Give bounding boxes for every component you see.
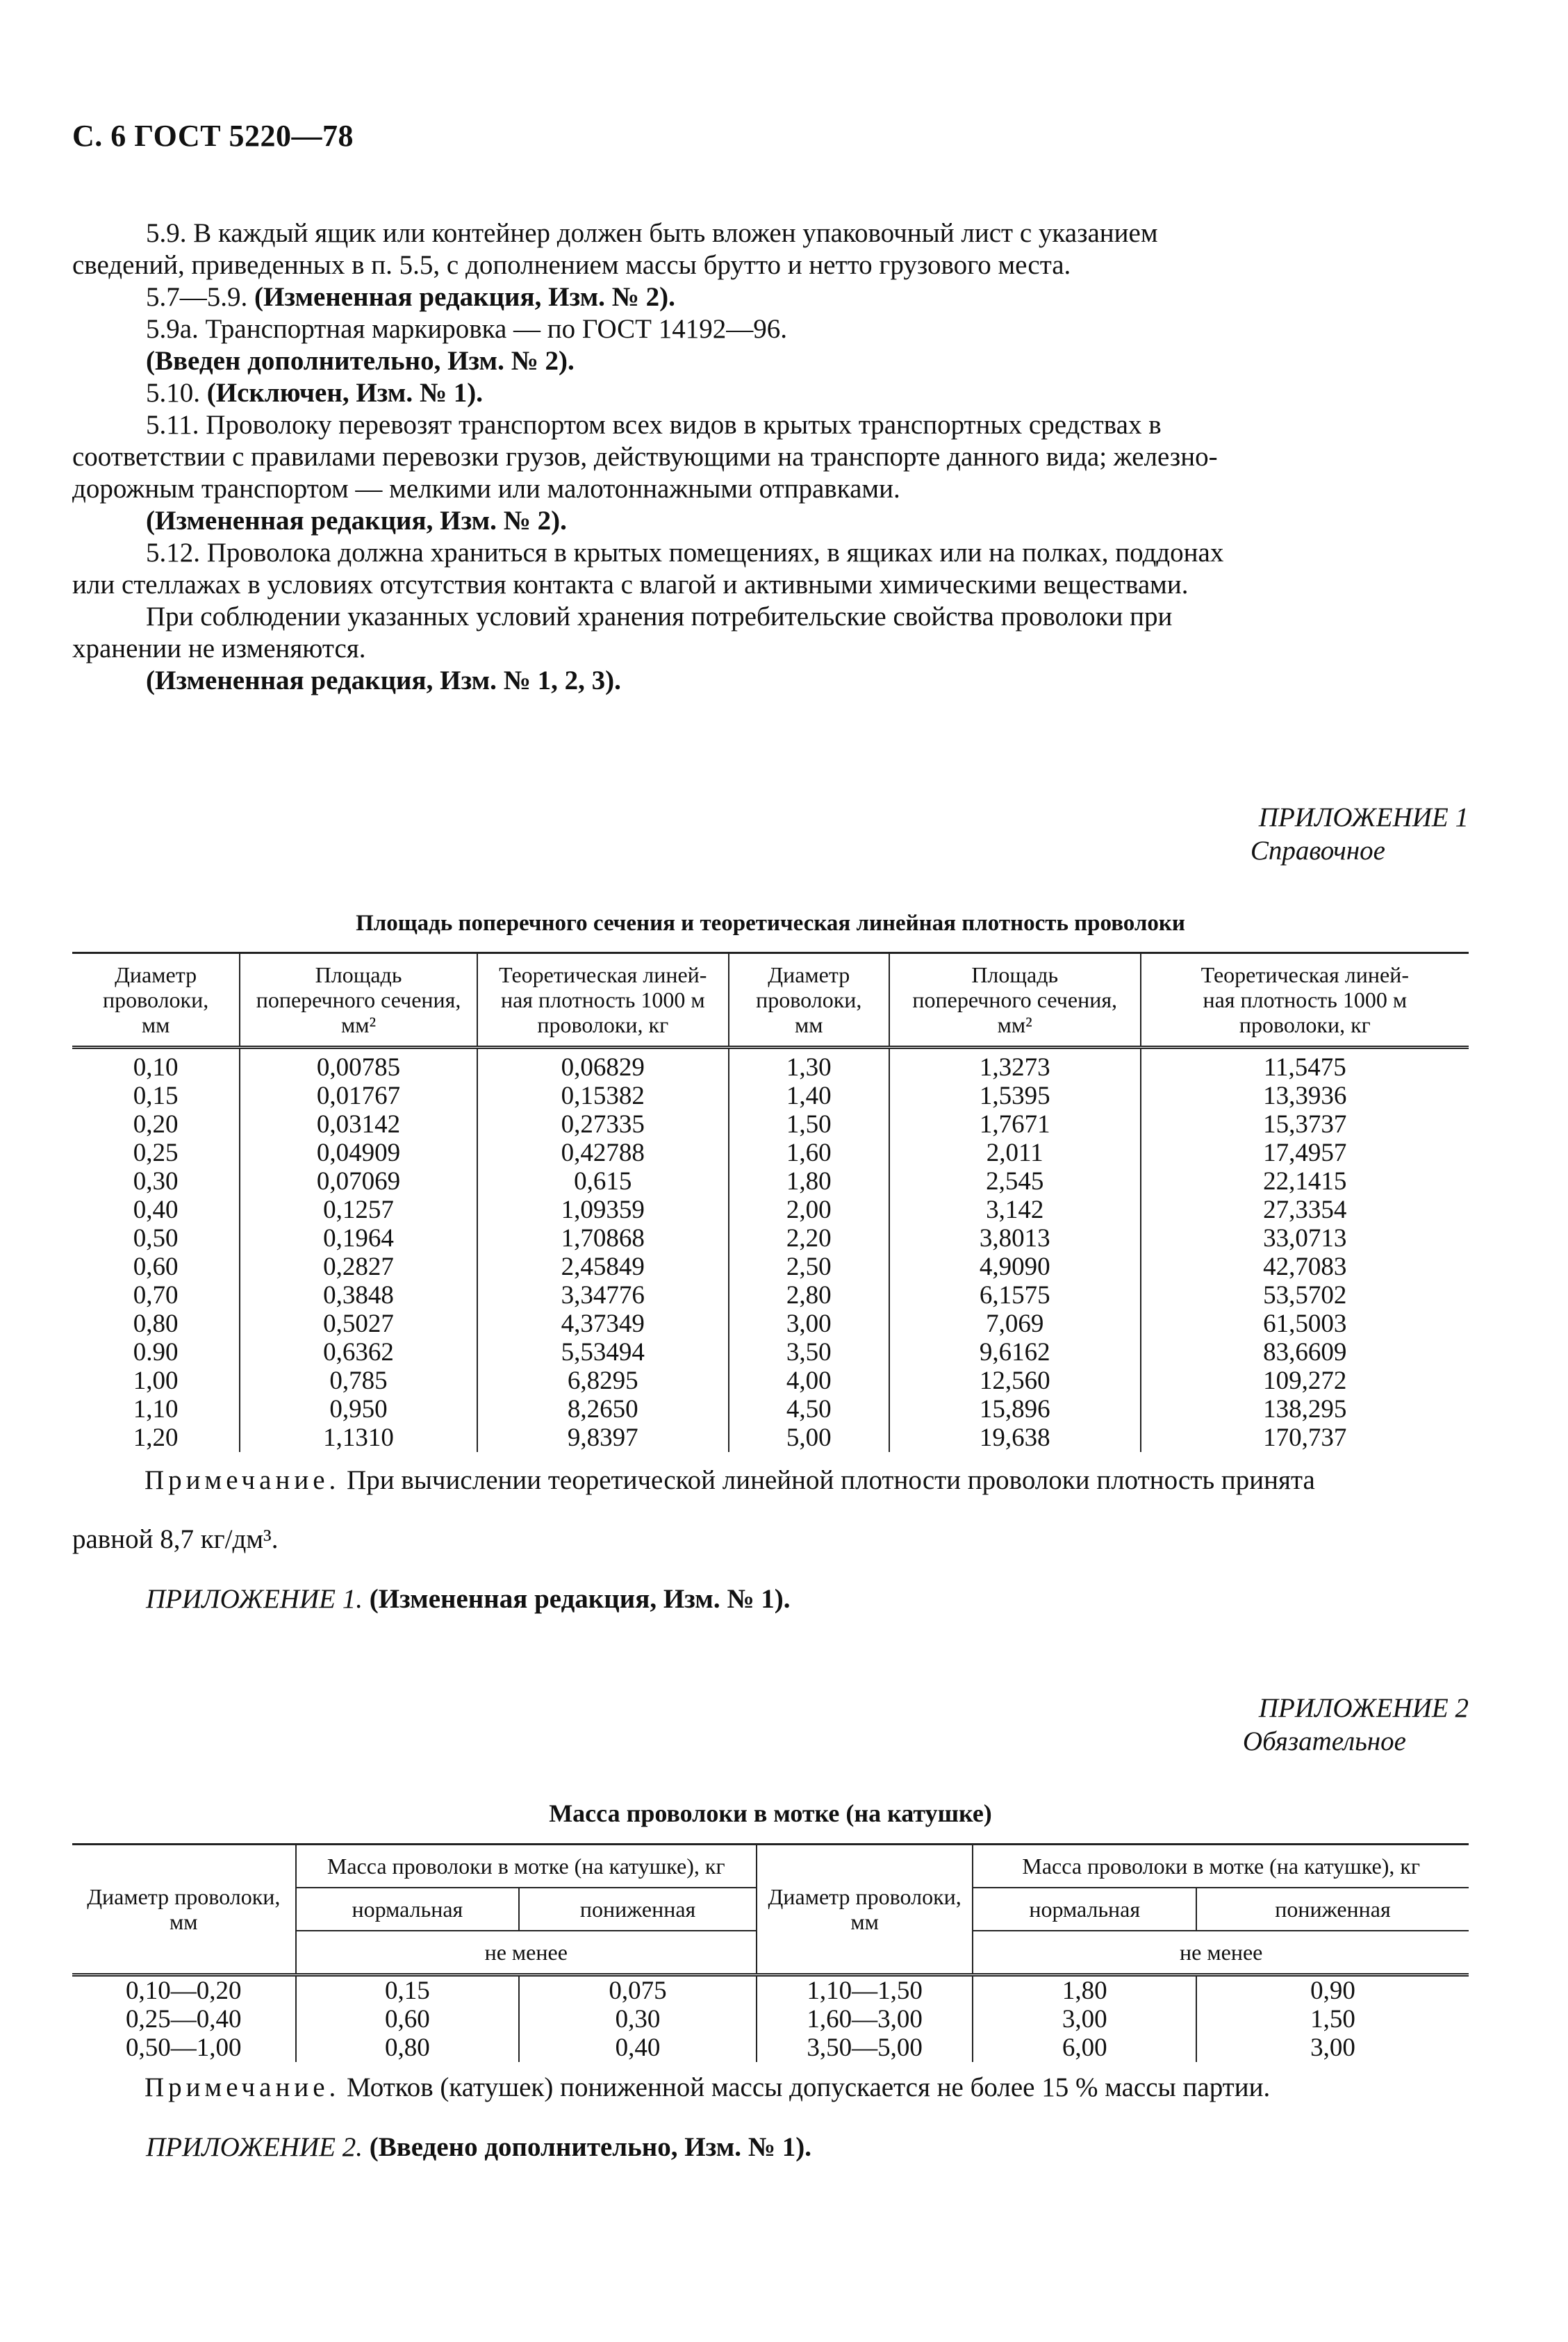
para-5-12-line1: 5.12. Проволока должна храниться в крытых помещениях, в ящиках или на полках, поддонах	[146, 538, 1224, 568]
table-cell: 5,00	[729, 1424, 889, 1452]
amendment-note: (Исключен, Изм. № 1).	[206, 378, 484, 408]
table-cell: 0,30	[133, 1167, 179, 1196]
header-coil-mass: Масса проволоки в мотке (на катушке), кг	[296, 1845, 757, 1888]
appendix-1-note	[145, 1465, 1469, 1496]
table-cell: 0,50—1,00	[126, 2034, 242, 2062]
table-cell: 1,00	[133, 1367, 179, 1395]
table-row	[72, 1048, 1469, 1082]
amendment-note: (Введен дополнительно, Изм. № 2).	[146, 346, 575, 376]
table-cell: 0,6362	[240, 1338, 477, 1367]
table-row	[72, 1082, 1469, 1110]
header-normal: нормальная	[296, 1888, 520, 1931]
table-cell: 0,25	[133, 1139, 179, 1167]
header-reduced: пониженная	[1196, 1888, 1469, 1931]
para-5-11-line3: дорожным транспортом — мелкими или малотоннажными отправками.	[72, 474, 900, 504]
table-cell: 4,50	[729, 1395, 889, 1424]
table-cell: 1,50	[1196, 2005, 1469, 2034]
table-cell: 1,60—3,00	[757, 2005, 973, 2034]
table-cell: 0,15	[296, 1975, 520, 2006]
table-cell: 0.90	[133, 1338, 179, 1367]
table-cell: 1,5395	[889, 1082, 1141, 1110]
table-cell: 2,20	[729, 1224, 889, 1253]
table-cell: 0,80	[133, 1310, 179, 1338]
table-row	[72, 1424, 1469, 1452]
footer-appendix-ref: ПРИЛОЖЕНИЕ 1.	[146, 1584, 363, 1614]
table-cell: 1,09359	[477, 1196, 729, 1224]
table-cell: 22,1415	[1141, 1167, 1469, 1196]
appendix-1-tag: ПРИЛОЖЕНИЕ 1	[1258, 802, 1469, 832]
table-cell: 0,075	[519, 1975, 757, 2006]
table-row	[72, 1310, 1469, 1338]
table-cell: 0,07069	[240, 1167, 477, 1196]
table-cell: 83,6609	[1141, 1338, 1469, 1367]
table-cell: 1,40	[729, 1082, 889, 1110]
table-cell: 1,70868	[477, 1224, 729, 1253]
table-cell: 0,42788	[477, 1139, 729, 1167]
table-row	[72, 1167, 1469, 1196]
table-cell: 11,5475	[1141, 1048, 1469, 1082]
table-cell: 3,00	[1196, 2034, 1469, 2062]
table-cell: 0,20	[133, 1110, 179, 1139]
amendment-note: (Измененная редакция, Изм. № 2).	[254, 282, 675, 312]
table-cell: 1,50	[729, 1110, 889, 1139]
table-cell: 0,90	[1196, 1975, 1469, 2006]
table-cell: 0,5027	[240, 1310, 477, 1338]
table-cell: 109,272	[1141, 1367, 1469, 1395]
header-diameter: Диаметр проволоки, мм	[757, 1845, 973, 1975]
table-row	[72, 1196, 1469, 1224]
table-cell: 0,15382	[477, 1082, 729, 1110]
table-cell: 0,2827	[240, 1253, 477, 1281]
appendix-2-table-title: Масса проволоки в мотке (на катушке)	[549, 1799, 992, 1827]
appendix-2-tag: ПРИЛОЖЕНИЕ 2	[1258, 1693, 1469, 1723]
table-cell: 0,3848	[240, 1281, 477, 1310]
table-cell: 8,2650	[477, 1395, 729, 1424]
amendment-note: (Измененная редакция, Изм. № 1, 2, 3).	[146, 666, 621, 695]
table-cell: 9,8397	[477, 1424, 729, 1452]
table-cell: 0,50	[133, 1224, 179, 1253]
para-5-10	[72, 377, 1469, 409]
table-row	[72, 1367, 1469, 1395]
table-cell: 3,50—5,00	[757, 2034, 973, 2062]
table-cell: 0,27335	[477, 1110, 729, 1139]
amendment-note: (Измененная редакция, Изм. № 2).	[146, 506, 567, 536]
table-cell: 0,10	[133, 1053, 179, 1082]
table-cell: 12,560	[889, 1367, 1141, 1395]
para-5-11-line1: 5.11. Проволоку перевозят транспортом всех видов в крытых транспортных средствах в	[146, 410, 1162, 440]
table-cell: 1,1310	[240, 1424, 477, 1452]
table-cell: 6,00	[973, 2034, 1196, 2062]
table-row	[72, 2034, 1469, 2062]
table-cell: 1,20	[133, 1424, 179, 1452]
para-5-7-5-9	[72, 281, 1469, 313]
table-cell: 2,80	[729, 1281, 889, 1310]
amendment-note: (Измененная редакция, Изм. № 1).	[362, 1584, 791, 1614]
header-linear-density: Теоретическая линей- ная плотность 1000 м проволоки, кг	[477, 953, 729, 1048]
table-cell: 3,00	[973, 2005, 1196, 2034]
header-not-less: не менее	[973, 1931, 1469, 1975]
header-diameter: Диаметр проволоки, мм	[729, 953, 889, 1048]
table-cell: 1,80	[973, 1975, 1196, 2006]
table-row	[72, 1110, 1469, 1139]
table-cell: 7,069	[889, 1310, 1141, 1338]
table-cell: 15,3737	[1141, 1110, 1469, 1139]
table-cell: 42,7083	[1141, 1253, 1469, 1281]
table-cell: 0,25—0,40	[126, 2005, 242, 2034]
table-cell: 5,53494	[477, 1338, 729, 1367]
appendix-1-type: Справочное	[1250, 836, 1385, 866]
table-cell: 0,00785	[240, 1048, 477, 1082]
header-diameter: Диаметр проволоки, мм	[102, 962, 209, 1037]
table-cell: 6,1575	[889, 1281, 1141, 1310]
table-cell: 0,01767	[240, 1082, 477, 1110]
table-cell: 3,50	[729, 1338, 889, 1367]
table-cell: 0,60	[296, 2005, 520, 2034]
note-text: При вычислении теоретической линейной плотности проволоки плотность принята	[340, 1465, 1315, 1495]
note-text: Мотков (катушек) пониженной массы допускается не более 15 % массы партии.	[340, 2072, 1271, 2102]
table-cell: 0,1257	[240, 1196, 477, 1224]
para-5-9a: 5.9а. Транспортная маркировка — по ГОСТ 14192—96.	[146, 314, 787, 344]
table-cell: 0,950	[240, 1395, 477, 1424]
table-cell: 1,7671	[889, 1110, 1141, 1139]
para-5-12-line4: хранении не изменяются.	[72, 634, 366, 663]
table-cell: 3,34776	[477, 1281, 729, 1310]
table-cell: 13,3936	[1141, 1082, 1469, 1110]
table-cell: 0,40	[519, 2034, 757, 2062]
para-5-11-line2: соответствии с правилами перевозки грузов, действующими на транспорте данного вида; железно-	[72, 442, 1218, 472]
footer-appendix-ref: ПРИЛОЖЕНИЕ 2.	[146, 2132, 363, 2162]
table-cell: 19,638	[889, 1424, 1141, 1452]
header-reduced: пониженная	[519, 1888, 757, 1931]
header-normal: нормальная	[973, 1888, 1196, 1931]
table-row	[72, 1281, 1469, 1310]
table-row	[72, 1224, 1469, 1253]
table-cell: 1,3273	[889, 1048, 1141, 1082]
header-diameter: Диаметр проволоки, мм	[87, 1884, 281, 1934]
table-cell: 1,30	[729, 1048, 889, 1082]
header-area: Площадь поперечного сечения, мм²	[240, 953, 477, 1048]
table-row	[72, 1338, 1469, 1367]
table-row	[72, 1139, 1469, 1167]
table-cell: 27,3354	[1141, 1196, 1469, 1224]
table-cell: 1,10—1,50	[757, 1975, 973, 2006]
amendment-note: (Введено дополнительно, Изм. № 1).	[362, 2132, 811, 2162]
table-cell: 0,06829	[477, 1048, 729, 1082]
note-label: Примечание.	[145, 1465, 340, 1495]
table-cell: 61,5003	[1141, 1310, 1469, 1338]
para-number: 5.10.	[146, 378, 207, 408]
table-cell: 0,10—0,20	[126, 1977, 242, 2005]
table-cell: 0,70	[133, 1281, 179, 1310]
table-cell: 17,4957	[1141, 1139, 1469, 1167]
para-5-9-line2: сведений, приведенных в п. 5.5, с дополнением массы брутто и нетто грузового места.	[72, 250, 1071, 280]
wire-density-table	[72, 952, 1469, 1452]
table-cell: 2,00	[729, 1196, 889, 1224]
appendix-2-footer	[72, 2131, 1469, 2163]
table-cell: 1,10	[133, 1395, 179, 1424]
header-coil-mass: Масса проволоки в мотке (на катушке), кг	[973, 1845, 1469, 1888]
header-area: Площадь поперечного сечения, мм²	[889, 953, 1141, 1048]
header-not-less: не менее	[296, 1931, 757, 1975]
table-cell: 0,04909	[240, 1139, 477, 1167]
table-row	[72, 1395, 1469, 1424]
header-linear-density: Теоретическая линей- ная плотность 1000 м проволоки, кг	[1141, 953, 1469, 1048]
table-cell: 0,03142	[240, 1110, 477, 1139]
para-number: 5.7—5.9.	[146, 282, 254, 312]
appendix-2-note	[145, 2072, 1469, 2104]
page-header: С. 6 ГОСТ 5220—78	[72, 119, 354, 153]
table-cell: 0,1964	[240, 1224, 477, 1253]
table-cell: 53,5702	[1141, 1281, 1469, 1310]
table-cell: 2,011	[889, 1139, 1141, 1167]
document-page	[72, 118, 1469, 2163]
table-cell: 0,60	[133, 1253, 179, 1281]
appendix-2-type: Обязательное	[1242, 1726, 1406, 1756]
table-cell: 138,295	[1141, 1395, 1469, 1424]
para-5-12-line2: или стеллажах в условиях отсутствия контакта с влагой и активными химическими веществами.	[72, 570, 1189, 600]
appendix-1-table-title: Площадь поперечного сечения и теоретическая линейная плотность проволоки	[356, 911, 1185, 936]
table-cell: 15,896	[889, 1395, 1141, 1424]
table-cell: 3,142	[889, 1196, 1141, 1224]
table-cell: 170,737	[1141, 1424, 1469, 1452]
appendix-1-footer	[72, 1583, 1469, 1615]
table-cell: 6,8295	[477, 1367, 729, 1395]
table-cell: 0,15	[133, 1082, 179, 1110]
wire-coil-mass-table	[72, 1843, 1469, 2062]
table-cell: 4,00	[729, 1367, 889, 1395]
table-cell: 3,00	[729, 1310, 889, 1338]
table-cell: 0,785	[240, 1367, 477, 1395]
table-cell: 2,45849	[477, 1253, 729, 1281]
table-cell: 9,6162	[889, 1338, 1141, 1367]
para-5-9-line1: 5.9. В каждый ящик или контейнер должен быть вложен упаковочный лист с указанием	[146, 218, 1158, 248]
table-cell: 0,615	[477, 1167, 729, 1196]
table-cell: 1,80	[729, 1167, 889, 1196]
table-cell: 0,30	[519, 2005, 757, 2034]
table-row	[72, 2005, 1469, 2034]
table-cell: 0,40	[133, 1196, 179, 1224]
table-header-row	[72, 953, 1469, 1048]
table-cell: 0,80	[296, 2034, 520, 2062]
appendix-1-note-cont: равной 8,7 кг/дм³.	[72, 1524, 279, 1554]
table-cell: 2,50	[729, 1253, 889, 1281]
table-cell: 3,8013	[889, 1224, 1141, 1253]
table-row	[72, 1975, 1469, 2006]
table-cell: 33,0713	[1141, 1224, 1469, 1253]
table-cell: 2,545	[889, 1167, 1141, 1196]
table-cell: 4,37349	[477, 1310, 729, 1338]
note-label: Примечание.	[145, 2072, 340, 2102]
table-row	[72, 1253, 1469, 1281]
table-cell: 1,60	[729, 1139, 889, 1167]
para-5-12-line3: При соблюдении указанных условий хранения потребительские свойства проволоки при	[146, 602, 1173, 632]
table-cell: 4,9090	[889, 1253, 1141, 1281]
